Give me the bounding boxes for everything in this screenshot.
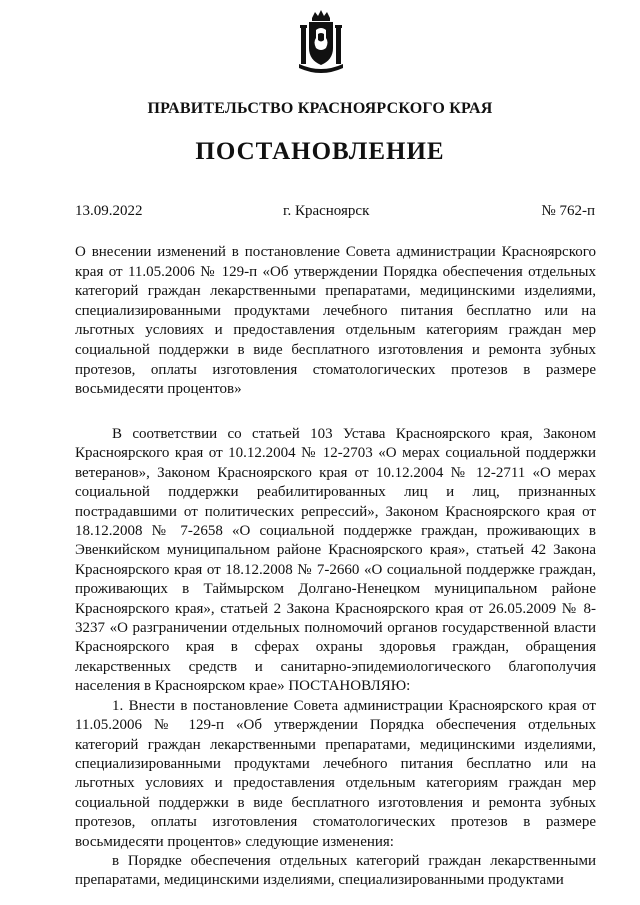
coat-of-arms-emblem [296, 8, 346, 74]
body-paragraph: В соответствии со статьей 103 Устава Красноярского края, Законом Красноярского края от 10.12.2004 № 12-2703 «О мерах социальной поддержки ветеранов», Законом Красноярского края от 10.12.2004 № 12-2711 «О мерах социальной поддержки реабилитированных лиц и лиц, признанных пострадавшими от политических репрессий», Законом Красноярского края от 18.12.2008 № 7-2658 «О социальной поддержке граждан, проживающих в Эвенкийском муниципальном районе Красноярского края», статьей 42 Закона Красноярского края от 18.12.2008 № 7-2660 «О социальной поддержке граждан, проживающих в Таймырском Долгано-Ненецком муниципальном районе Красноярского края», статьей 2 Закона Красноярского края от 26.05.2009 № 8-3237 «О разграничении отдельных полномочий органов государственной власти Красноярского края в сферах охраны здоровья граждан, обращения лекарственных средств и санитарно-эпидемиологического благополучия населения в Красноярском крае» ПОСТАНОВЛЯЮ: [75, 426, 596, 695]
body-paragraph: в Порядке обеспечения отдельных категорий граждан лекарственными препаратами, медицинскими изделиями, специализированными продуктами [75, 852, 596, 889]
document-city: г. Красноярск [283, 203, 370, 219]
document-meta-row [75, 203, 595, 223]
document-date: 13.09.2022 [75, 203, 143, 219]
body-paragraph: 1. Внести в постановление Совета администрации Красноярского края от 11.05.2006 № 129-п «Об утверждении Порядка обеспечения отдельных категорий граждан лекарственными препаратами, медицинскими изделиями, специализированными продуктами лечебного питания бесплатно или на льготных условиях и предоставления отдельным категориям граждан мер социальной поддержки в виде бесплатного изготовления и ремонта зубных протезов, оплаты изготовления стоматологических протезов в размере восьмидесяти процентов» следующие изменения: [75, 697, 596, 850]
organization-title: ПРАВИТЕЛЬСТВО КРАСНОЯРСКОГО КРАЯ [147, 100, 493, 117]
document-number: № 762-п [541, 203, 595, 219]
document-type-title: ПОСТАНОВЛЕНИЕ [195, 138, 445, 165]
document-subject: О внесении изменений в постановление Совета администрации Красноярского края от 11.05.2006 № 129-п «Об утверждении Порядка обеспечения отдельных категорий граждан лекарственными препаратами, медицинскими изделиями, специализированными продуктами лечебного питания бесплатно или на льготных условиях и предоставления отдельным категориям граждан мер социальной поддержки в виде бесплатного изготовления и ремонта зубных протезов, оплаты изготовления стоматологических протезов в размере восьмидесяти процентов» [75, 244, 596, 398]
document-body [75, 425, 596, 891]
